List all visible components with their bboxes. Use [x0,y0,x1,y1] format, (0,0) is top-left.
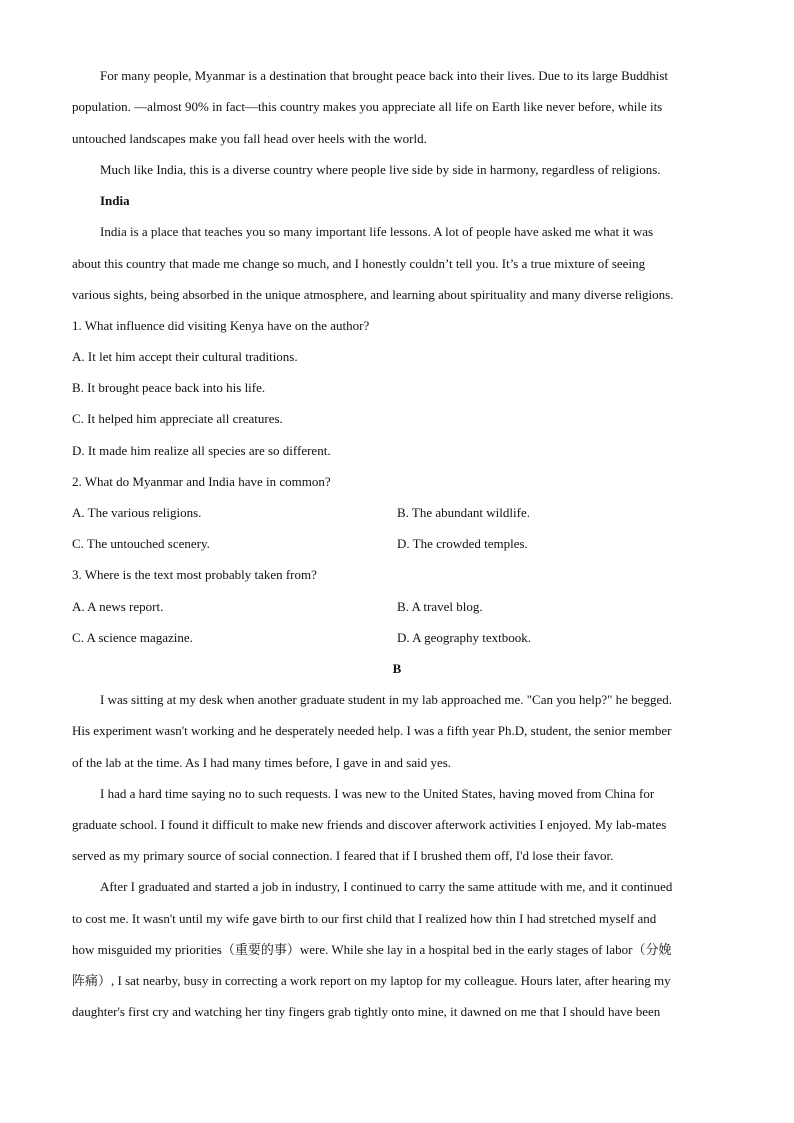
paragraph-line: India is a place that teaches you so many important life lessons. A lot of people have asked me what it was [100,224,654,239]
paragraph-line: graduate school. I found it difficult to make new friends and discover afterwork activities I enjoyed. My lab-mates [72,817,667,832]
paragraph-line: daughter's first cry and watching her tiny fingers grab tightly onto mine, it dawned on me that I should have been [72,1004,661,1019]
section-heading-india: India [100,193,130,208]
paragraph-line: served as my primary source of social connection. I feared that if I brushed them off, I'd lose their favor. [72,848,614,863]
question-1-option-b: B. It brought peace back into his life. [72,380,266,395]
question-1-option-a: A. It let him accept their cultural traditions. [72,349,298,364]
question-3-option-b: B. A travel blog. [397,599,483,614]
paragraph-line: His experiment wasn't working and he desperately needed help. I was a fifth year Ph.D, student, the senior member [72,723,672,738]
paragraph-line: various sights, being absorbed in the unique atmosphere, and learning about spirituality and many diverse religions. [72,287,674,302]
question-2-option-d: D. The crowded temples. [397,536,528,551]
question-2-option-c: C. The untouched scenery. [72,536,210,551]
section-heading-b: B [392,661,402,676]
question-3-stem: 3. Where is the text most probably taken from? [72,567,317,582]
question-1-stem: 1. What influence did visiting Kenya have on the author? [72,318,370,333]
paragraph-line: about this country that made me change so much, and I honestly couldn’t tell you. It’s a true mixture of seeing [72,256,646,271]
question-2-stem: 2. What do Myanmar and India have in common? [72,474,331,489]
paragraph-line: After I graduated and started a job in industry, I continued to carry the same attitude with me, and it continued [100,879,673,894]
question-3-option-c: C. A science magazine. [72,630,193,645]
paragraph-line: 阵痛）, I sat nearby, busy in correcting a work report on my laptop for my colleague. Hours later, after hearing my [72,973,671,988]
question-3-option-a: A. A news report. [72,599,164,614]
paragraph-line: I had a hard time saying no to such requests. I was new to the United States, having moved from China for [100,786,655,801]
question-1-option-d: D. It made him realize all species are so different. [72,443,331,458]
paragraph-line: of the lab at the time. As I had many times before, I gave in and said yes. [72,755,452,770]
paragraph-line: how misguided my priorities（重要的事）were. While she lay in a hospital bed in the early stages of labor（分娩 [72,942,672,957]
paragraph-line: population. —almost 90% in fact—this country makes you appreciate all life on Earth like never before, while its [72,99,663,114]
paragraph-line: untouched landscapes make you fall head over heels with the world. [72,131,427,146]
question-1-option-c: C. It helped him appreciate all creatures. [72,411,283,426]
paragraph-line: For many people, Myanmar is a destination that brought peace back into their lives. Due to its large Buddhist [100,68,669,83]
question-2-option-b: B. The abundant wildlife. [397,505,530,520]
paragraph-line: I was sitting at my desk when another graduate student in my lab approached me. "Can you help?" he begged. [100,692,672,707]
question-2-option-a: A. The various religions. [72,505,202,520]
paragraph-line: Much like India, this is a diverse country where people live side by side in harmony, regardless of religions. [100,162,661,177]
question-3-option-d: D. A geography textbook. [397,630,531,645]
paragraph-line: to cost me. It wasn't until my wife gave birth to our first child that I realized how thin I had stretched myself and [72,911,657,926]
